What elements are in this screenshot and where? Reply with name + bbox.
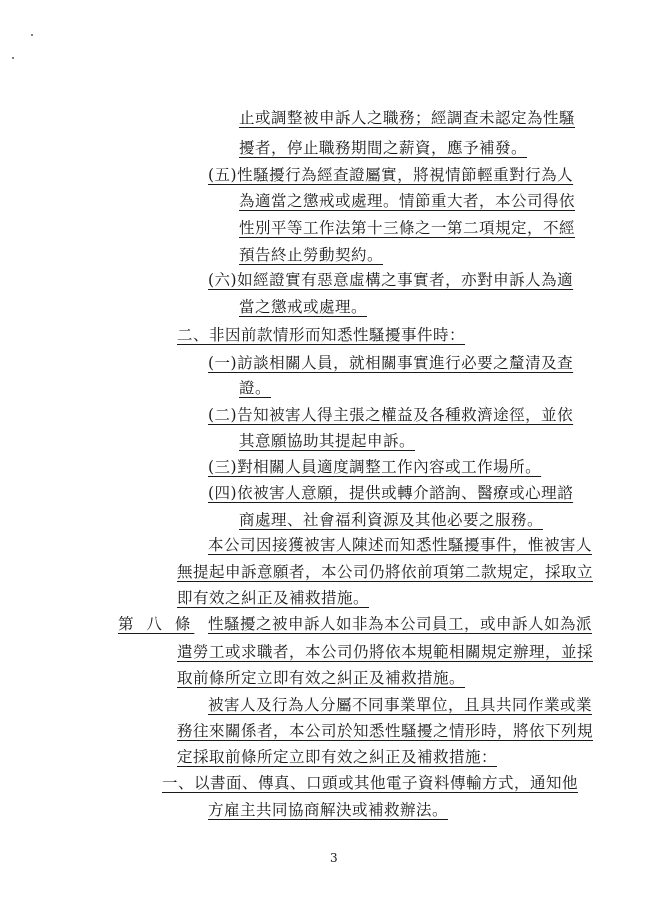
- text-line: 被害人及行為人分屬不同事業單位，且具共同作業或業: [208, 696, 593, 714]
- text-line: 預告終止勞動契約。: [239, 246, 384, 264]
- text-line: 商處理、社會福利資源及其他必要之服務。: [239, 511, 544, 529]
- page-number: 3: [330, 851, 338, 865]
- text-line: 擾者，停止職務期間之薪資，應予補發。: [239, 139, 528, 157]
- text-line: 證。: [239, 379, 272, 397]
- article-label: 第 八 條: [118, 615, 195, 633]
- scan-speck: [31, 34, 33, 36]
- scan-speck: [12, 57, 14, 59]
- text-line: 止或調整被申訴人之職務；經調查未認定為性騷: [239, 109, 576, 127]
- text-line: (四)依被害人意願，提供或轉介諮詢、醫療或心理諮: [208, 484, 574, 502]
- text-line: 定採取前條所定立即有效之糾正及補救措施：: [177, 748, 498, 766]
- text-line: 務往來關係者，本公司於知悉性騷擾之情形時，將依下列規: [177, 722, 594, 740]
- text-line: 無提起申訴意願者，本公司仍將依前項第二款規定，採取立: [177, 563, 594, 581]
- text-line: 一、以書面、傳真、口頭或其他電子資料傳輸方式，通知他: [162, 774, 579, 792]
- text-line: 性騷擾之被申訴人如非為本公司員工，或申訴人如為派: [208, 615, 593, 633]
- text-line: 取前條所定立即有效之糾正及補救措施。: [177, 669, 466, 687]
- text-line: 二、非因前款情形而知悉性騷擾事件時：: [177, 326, 466, 344]
- text-line: 遣勞工或求職者，本公司仍將依本規範相關規定辦理，並採: [177, 643, 594, 661]
- text-line: (五)性騷擾行為經查證屬實，將視情節輕重對行為人: [208, 166, 574, 184]
- text-line: (六)如經證實有惡意虛構之事實者，亦對申訴人為適: [208, 271, 574, 289]
- text-line: 為適當之懲戒或處理。情節重大者，本公司得依: [239, 192, 576, 210]
- text-line: (二)告知被害人得主張之權益及各種救濟途徑，並依: [208, 406, 574, 424]
- text-line: 性別平等工作法第十三條之一第二項規定，不經: [239, 219, 576, 237]
- text-line: (一)訪談相關人員，就相關事實進行必要之釐清及查: [208, 354, 574, 372]
- text-line: 即有效之糾正及補救措施。: [177, 589, 370, 607]
- text-line: 本公司因接獲被害人陳述而知悉性騷擾事件，惟被害人: [208, 536, 593, 554]
- text-line: (三)對相關人員適度調整工作內容或工作場所。: [208, 458, 542, 476]
- text-line: 其意願協助其提起申訴。: [239, 432, 416, 450]
- text-line: 當之懲戒或處理。: [239, 298, 368, 316]
- text-line: 方雇主共同協商解決或補救辦法。: [208, 801, 449, 819]
